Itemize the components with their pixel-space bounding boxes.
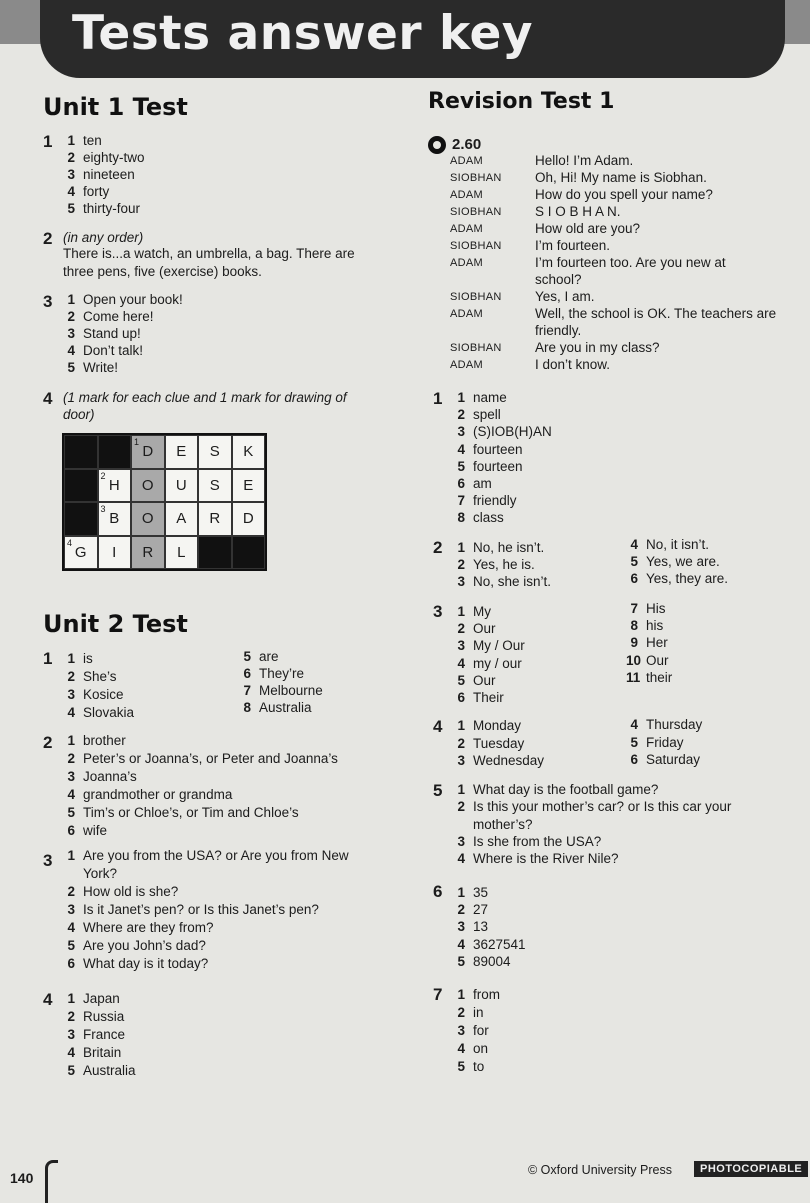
cd-icon [428, 136, 446, 154]
speaker-name: ADAM [450, 155, 483, 167]
crossword-cell [64, 469, 98, 503]
unit1-heading: Unit 1 Test [43, 93, 188, 121]
crossword-cell [64, 502, 98, 536]
speaker-name: SIOBHAN [450, 172, 502, 184]
crossword-cell: S [198, 469, 232, 503]
dialogue-line: friendly. [535, 323, 582, 338]
crossword-cell: 1 D [131, 435, 165, 469]
copyright: © Oxford University Press [528, 1163, 672, 1177]
answer-note: (1 mark for each clue and 1 mark for drawing of [63, 390, 347, 405]
speaker-name: ADAM [450, 189, 483, 201]
page-bracket [45, 1160, 58, 1203]
crossword-cell: D [232, 502, 266, 536]
question-number: 4 [433, 717, 443, 736]
speaker-name: SIOBHAN [450, 291, 502, 303]
crossword-cell: S [198, 435, 232, 469]
crossword-cell [232, 536, 266, 570]
question-number: 4 [43, 990, 53, 1009]
question-number: 3 [43, 292, 53, 311]
answer-note: door) [63, 407, 95, 422]
crossword-cell: L [165, 536, 199, 570]
speaker-name: ADAM [450, 257, 483, 269]
answer-text: There is...a watch, an umbrella, a bag. There are [63, 246, 355, 261]
crossword-cell: E [165, 435, 199, 469]
question-number: 2 [43, 229, 53, 248]
unit2-heading: Unit 2 Test [43, 610, 188, 638]
revision-heading: Revision Test 1 [428, 89, 615, 114]
crossword-cell: 2 H [98, 469, 132, 503]
page-title: Tests answer key [72, 6, 533, 61]
crossword-cell: R [131, 536, 165, 570]
dialogue-line: Well, the school is OK. The teachers are [535, 306, 777, 321]
crossword-grid [62, 433, 267, 571]
dialogue-line: school? [535, 272, 582, 287]
dialogue-line: I don’t know. [535, 357, 611, 372]
dialogue-line: I’m fourteen too. Are you new at [535, 255, 726, 270]
question-number: 7 [433, 985, 443, 1004]
question-number: 3 [433, 602, 443, 621]
crossword-cell [64, 435, 98, 469]
crossword-cell: E [232, 469, 266, 503]
crossword-cell: O [131, 502, 165, 536]
crossword-cell [198, 536, 232, 570]
crossword-cell: 3 B [98, 502, 132, 536]
question-number: 2 [433, 538, 443, 557]
crossword-cell: K [232, 435, 266, 469]
answer-note: (in any order) [63, 230, 144, 245]
photocopiable-badge: PHOTOCOPIABLE [694, 1161, 808, 1177]
dialogue-line: Hello! I’m Adam. [535, 153, 634, 168]
crossword-cell: 4 G [64, 536, 98, 570]
question-number: 3 [43, 851, 53, 870]
dialogue-line: How do you spell your name? [535, 187, 713, 202]
page-number: 140 [10, 1170, 34, 1186]
speaker-name: SIOBHAN [450, 206, 502, 218]
question-number: 1 [43, 132, 53, 151]
answer-text: three pens, five (exercise) books. [63, 264, 262, 279]
question-number: 4 [43, 389, 53, 408]
question-number: 5 [433, 781, 443, 800]
dialogue-line: Oh, Hi! My name is Siobhan. [535, 170, 707, 185]
question-number: 1 [433, 389, 443, 408]
crossword-cell: U [165, 469, 199, 503]
crossword-cell: I [98, 536, 132, 570]
crossword-cell: O [131, 469, 165, 503]
speaker-name: ADAM [450, 359, 483, 371]
question-number: 2 [43, 733, 53, 752]
speaker-name: SIOBHAN [450, 240, 502, 252]
dialogue-line: I’m fourteen. [535, 238, 611, 253]
dialogue-line: Yes, I am. [535, 289, 595, 304]
track-number: 2.60 [452, 136, 482, 153]
crossword-cell: R [198, 502, 232, 536]
crossword-cell: A [165, 502, 199, 536]
dialogue-line: S I O B H A N. [535, 204, 621, 219]
speaker-name: ADAM [450, 308, 483, 320]
speaker-name: ADAM [450, 223, 483, 235]
question-number: 6 [433, 882, 443, 901]
speaker-name: SIOBHAN [450, 342, 502, 354]
crossword-cell [98, 435, 132, 469]
question-number: 1 [43, 649, 53, 668]
dialogue-line: How old are you? [535, 221, 641, 236]
dialogue-line: Are you in my class? [535, 340, 660, 355]
